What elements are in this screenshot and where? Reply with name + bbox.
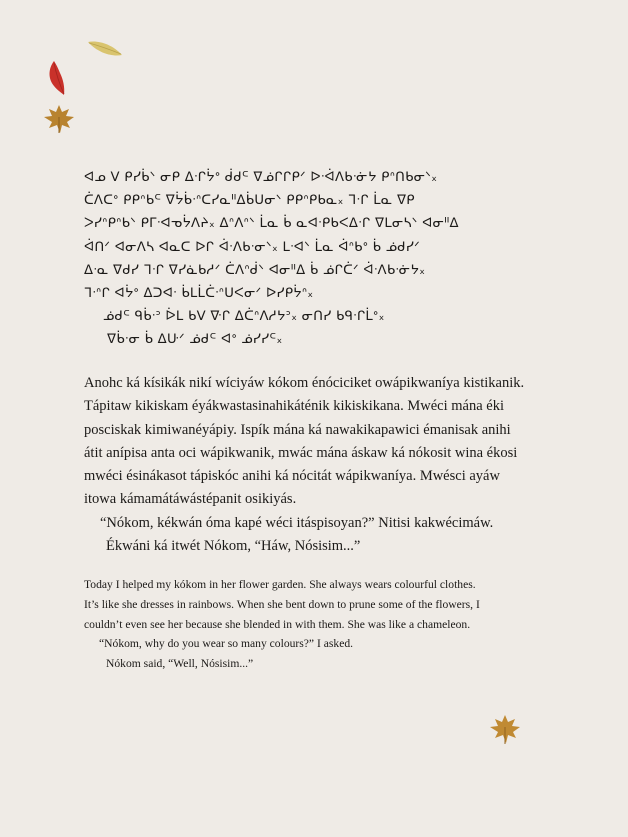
syllabics-line: ᒣᐧᐢᒋ ᐊᔮᐤ ᐃᑐᐊᐧ ᑳᒪᒫᑖᐧᐢᑌᐸᓂᐟ ᐅᓯᑭᔮᐢ᙮ xyxy=(84,286,314,302)
syllabics-dialogue-line: ᐁᑳᐧᓂ ᑳ ᐃᑘᐟ ᓅᑯᒼ ᐊᐤ ᓅᓯᓯᒼ᙮ xyxy=(107,332,283,348)
english-line: It’s like she dresses in rainbows. When she bent down to prune some of the flowers, I xyxy=(84,597,480,611)
cree-line: mwéci ésinákasot tápiskóc anihi ká nócitát wápikwaníya. Mwésci ayáw xyxy=(84,468,500,485)
syllabics-text-block xyxy=(84,166,554,352)
english-line: couldn’t even see her because she blended in with them. She was like a chameleon. xyxy=(84,617,471,631)
syllabics-line: ᐊᓄ ᐯ ᑭᓯᑳᐠ ᓂᑭ ᐃᐧᒋᔮᐤ ᑰᑯᒼ ᐁᓅᒋᒋᑭᐟ ᐅᐧᐋᐱᑲᐧᓃᔭ ᑭᐢᑎᑲᓂᐠ᙮ xyxy=(84,170,438,185)
cree-line: itowa kámamátáwástépanit osikiyás. xyxy=(84,491,297,508)
maple-leaf-icon xyxy=(488,713,522,747)
maple-leaf-icon xyxy=(42,103,76,135)
red-leaf-icon xyxy=(44,59,68,97)
english-dialogue-line: Nókom said, “Well, Nósisim...” xyxy=(106,657,254,671)
english-line: Today I helped my kókom in her flower garden. She always wears colourful clothes. xyxy=(84,578,476,591)
cree-dialogue-line: Ékwáni ká itwét Nókom, “Háw, Nósisim...” xyxy=(106,538,361,555)
syllabics-line: ᐃᐧᓇ ᐁᑯᓯ ᒣᐧᒋ ᐁᓯᓈᑲᓱᐟ ᑖᐱᐢᑰᐠ ᐊᓂᐦᐃ ᑳ ᓅᒋᑖᐟ ᐋᐧᐱᑲᐧᓃᔭ᙮ xyxy=(84,262,426,278)
yellow-leaf-icon xyxy=(86,38,126,60)
cree-line: Anohc ká kísikák nikí wíciyáw kókom énóciciket owápikwaníya kistikanik. xyxy=(84,375,525,391)
cree-dialogue-line: “Nókom, kékwán óma kapé wéci itáspisoyan?” Nitisi kakwécimáw. xyxy=(100,514,494,531)
cree-line: posciskak kimiwanéyápiy. Ispík mána ká nawakikapawici émanisak anihi xyxy=(84,421,511,438)
syllabics-line: ᐋᑎᐟ ᐊᓂᐱᓴ ᐊᓇᑕ ᐅᒋ ᐋᐧᐱᑲᐧᓂᐠ᙮ ᒪᐧᐊᐠ ᒫᓇ ᐋᐢᑲᐤ ᑳ ᓅᑯᓯᐟ xyxy=(84,239,420,255)
syllabics-dialogue-line: ᓅᑯᒼ ᑫᑳᐧᐣ ᐆᒪ ᑲᐯ ᐍᒋ ᐃᑖᐢᐱᓱᔭᐣ᙮ ᓂᑎᓯ ᑲᑫᐧᒋᒫᐤ᙮ xyxy=(103,309,385,325)
syllabics-line: ᐳᓯᐢᑭᐢᑲᐠ ᑭᒥᐧᐊᓀᔮᐱᔨ᙮ ᐃᐢᐱᐢᐠ ᒫᓇ ᑳ ᓇᐊᐧᑭᑲᐸᐃᐧᒋ ᐁᒪᓂᓴᐠ ᐊᓂᐦᐃ xyxy=(84,216,459,232)
english-dialogue-line: “Nókom, why do you wear so many colours?” I asked. xyxy=(99,637,354,651)
syllabics-line: ᑖᐱᑕᐤ ᑭᑭᐢᑲᒼ ᐁᔮᑳᐧᐢᑕᓯᓇᐦᐃᑳᑌᓂᐠ ᑭᑭᐢᑭᑲᓇ᙮ ᒣᐧᒋ ᒫᓇ ᐁᑭ xyxy=(84,193,415,209)
cree-text-block xyxy=(84,372,554,558)
cree-line: Tápitaw kikiskam éyákwastasinahikáténik kikiskikana. Mwéci mána éki xyxy=(84,398,504,415)
english-text-block xyxy=(84,575,554,674)
cree-line: átit anípisa anta oci wápikwanik, mwác mána áskaw ká nókosit wina ékosi xyxy=(84,444,518,461)
